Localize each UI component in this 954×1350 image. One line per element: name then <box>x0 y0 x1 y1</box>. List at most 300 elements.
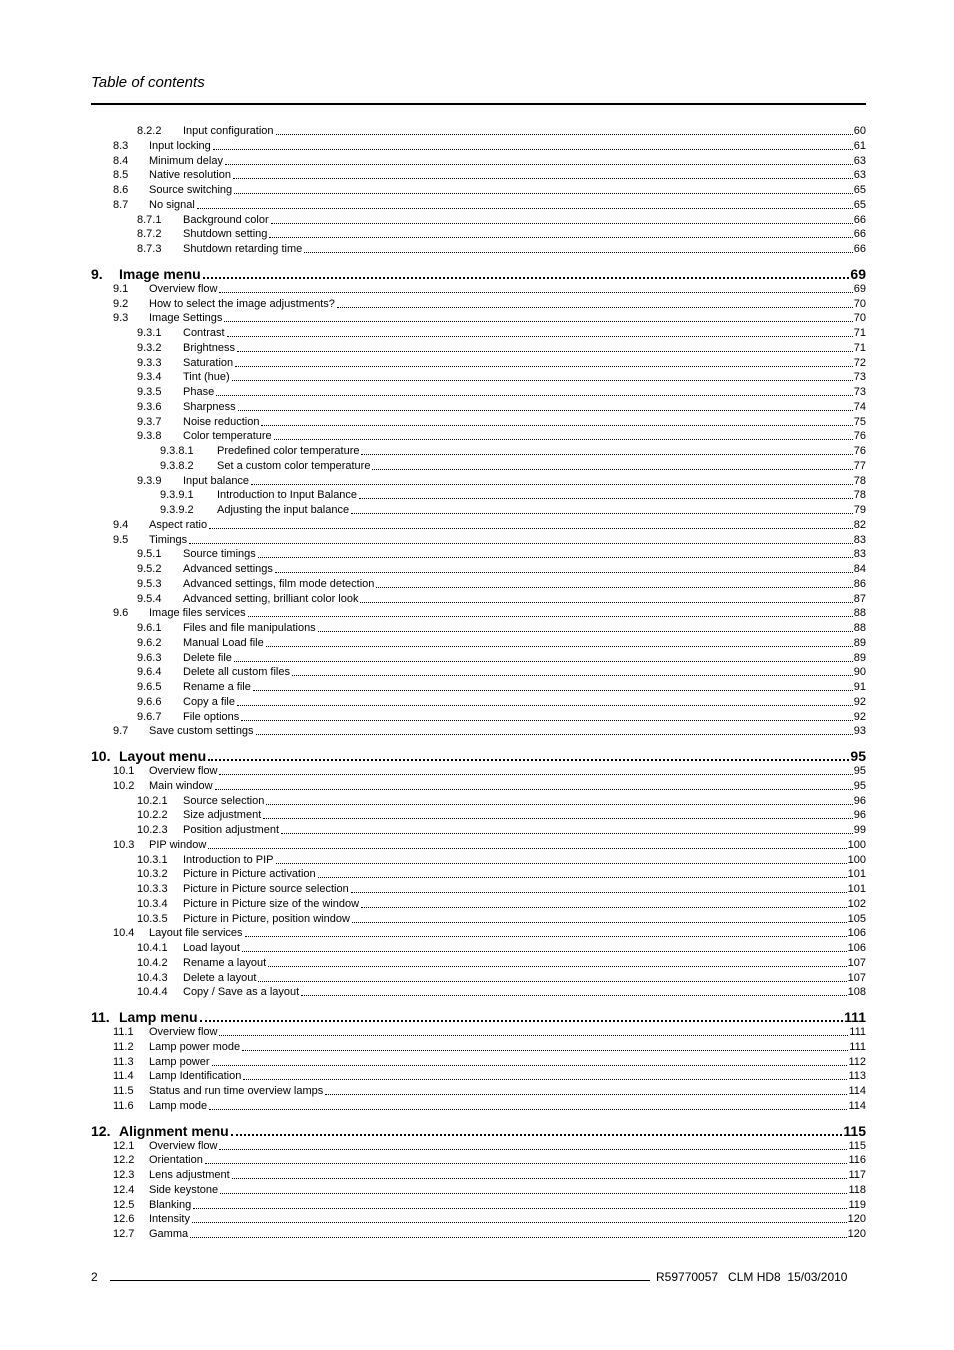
toc-entry-title: Background color <box>183 213 269 226</box>
toc-entry-title: Image files services <box>149 607 246 620</box>
toc-entry-number: 10.2 <box>113 779 135 792</box>
toc-entry[interactable] <box>137 577 866 591</box>
toc-entry-page: 106 <box>847 942 866 954</box>
toc-entry-number: 9.3.8.1 <box>160 445 194 457</box>
toc-entry-number: 10.1 <box>113 765 135 777</box>
toc-entry[interactable] <box>137 651 866 665</box>
dot-leader <box>209 527 853 529</box>
toc-entry-page: 73 <box>853 386 866 398</box>
toc-entry[interactable] <box>137 621 866 635</box>
toc-entry-page: 90 <box>853 666 866 679</box>
toc-entry[interactable] <box>160 488 866 502</box>
toc-entry[interactable] <box>113 183 866 197</box>
toc-entry-number: 10.3.3 <box>137 883 168 895</box>
toc-entry-number: 9.7 <box>113 725 129 738</box>
toc-entry-title: Alignment menu <box>119 1122 229 1139</box>
toc-entry-number: 9.5.1 <box>137 548 162 561</box>
toc-entry[interactable] <box>137 695 866 709</box>
toc-entry[interactable] <box>137 242 866 256</box>
dot-leader <box>200 1019 844 1022</box>
toc-entry-title: Source selection <box>183 794 265 807</box>
toc-entry-number: 9.3.9.2 <box>160 504 194 516</box>
toc-entry-title: Source switching <box>149 184 233 196</box>
dot-leader <box>361 906 847 908</box>
toc-entry-number: 11.2 <box>113 1040 134 1053</box>
toc-entry[interactable] <box>113 139 866 153</box>
toc-entry[interactable] <box>137 415 866 429</box>
toc-entry-number: 10.3.4 <box>137 897 168 910</box>
toc-entry-page: 88 <box>853 607 866 620</box>
toc-entry-title: Overview flow <box>149 765 218 777</box>
toc-entry-title: Predefined color temperature <box>217 445 360 457</box>
toc-entry-title: Brightness <box>183 341 235 354</box>
toc-entry-page: 66 <box>853 213 866 226</box>
toc-entry-title: Overview flow <box>149 1139 218 1152</box>
toc-chapter-entry[interactable] <box>91 1008 866 1025</box>
toc-chapter-entry[interactable] <box>91 265 866 282</box>
toc-entry-page: 113 <box>848 1070 866 1083</box>
toc-entry-page: 60 <box>853 125 866 137</box>
toc-entry-title: Saturation <box>183 356 234 369</box>
toc-entry-page: 96 <box>853 809 866 822</box>
toc-entry[interactable] <box>113 838 866 852</box>
toc-entry-number: 9.3.6 <box>137 400 162 413</box>
toc-entry-page: 73 <box>853 371 866 384</box>
toc-entry-page: 61 <box>853 139 866 152</box>
toc-entry-number: 10.4.3 <box>137 971 168 984</box>
toc-entry-number: 8.3 <box>113 139 129 152</box>
header-divider <box>91 103 866 105</box>
toc-entry-number: 11.4 <box>113 1070 134 1083</box>
toc-entry[interactable] <box>113 282 866 296</box>
dot-leader <box>190 1236 847 1238</box>
toc-entry-page: 108 <box>847 986 866 999</box>
toc-entry[interactable] <box>137 680 866 694</box>
dot-leader <box>193 1207 847 1209</box>
dot-leader <box>235 365 853 367</box>
toc-entry-number: 10.4.1 <box>137 942 168 954</box>
toc-entry-page: 95 <box>853 779 866 792</box>
dot-leader <box>251 483 853 485</box>
toc-chapter-entry[interactable] <box>91 747 866 764</box>
toc-entry-page: 115 <box>843 1122 866 1139</box>
dot-leader <box>243 1078 847 1080</box>
toc-entry-number: 8.6 <box>113 184 129 196</box>
dot-leader <box>232 379 853 381</box>
toc-entry-number: 9.5.4 <box>137 592 162 605</box>
toc-entry-page: 76 <box>853 445 866 457</box>
dot-leader <box>203 276 850 279</box>
toc-entry-page: 106 <box>847 927 866 940</box>
toc-entry-page: 89 <box>853 636 866 649</box>
toc-entry-number: 9.6 <box>113 607 129 620</box>
toc-entry-title: Status and run time overview lamps <box>149 1085 324 1097</box>
dot-leader <box>224 320 852 322</box>
toc-entry-page: 77 <box>853 459 866 472</box>
dot-leader <box>192 1221 847 1223</box>
toc-entry-page: 101 <box>847 883 866 895</box>
toc-entry-number: 12.7 <box>113 1228 135 1240</box>
toc-entry-number: 9.5.2 <box>137 563 162 575</box>
toc-entry[interactable] <box>137 897 866 911</box>
toc-entry-number: 8.7.3 <box>137 243 162 255</box>
toc-entry-title: Manual Load file <box>183 636 264 649</box>
dot-leader <box>209 1108 847 1110</box>
footer-divider <box>110 1280 650 1281</box>
toc-entry-title: Lamp Identification <box>149 1070 242 1083</box>
toc-entry[interactable] <box>137 956 866 970</box>
toc-entry-number: 9.5.3 <box>137 577 162 590</box>
toc-entry-title: Shutdown setting <box>183 228 268 241</box>
toc-entry-page: 92 <box>853 695 866 708</box>
toc-entry[interactable] <box>160 459 866 473</box>
toc-entry-page: 95 <box>850 748 866 764</box>
toc-entry-title: Position adjustment <box>183 824 279 836</box>
toc-entry[interactable] <box>113 168 866 182</box>
dot-leader <box>219 1034 848 1036</box>
toc-entry[interactable] <box>137 794 866 808</box>
toc-entry-number: 12.6 <box>113 1213 135 1226</box>
toc-entry[interactable] <box>137 853 866 867</box>
toc-entry[interactable] <box>137 385 866 399</box>
toc-entry-title: Overview flow <box>149 282 218 295</box>
dot-leader <box>318 630 853 632</box>
toc-entry-number: 9.3 <box>113 312 129 325</box>
toc-entry[interactable] <box>113 311 866 325</box>
toc-entry-title: Picture in Picture source selection <box>183 883 349 895</box>
dot-leader <box>372 468 852 470</box>
toc-entry-title: Timings <box>149 533 188 546</box>
toc-entry-page: 82 <box>853 518 866 531</box>
dot-leader <box>242 1049 848 1051</box>
dot-leader <box>359 497 853 499</box>
toc-entry-number: 9.6.5 <box>137 681 162 693</box>
dot-leader <box>256 733 853 735</box>
toc-entry-page: 79 <box>853 504 866 516</box>
toc-entry-title: Set a custom color temperature <box>217 459 371 472</box>
dot-leader <box>219 1148 847 1150</box>
toc-entry-title: Adjusting the input balance <box>217 504 350 516</box>
toc-entry-page: 63 <box>853 169 866 182</box>
toc-entry-number: 10.2.2 <box>137 809 168 822</box>
toc-entry-title: Input configuration <box>183 125 274 137</box>
dot-leader <box>241 719 852 721</box>
toc-entry-title: Lamp mode <box>149 1099 208 1112</box>
toc-entry-page: 63 <box>853 154 866 167</box>
toc-entry-title: Lens adjustment <box>149 1169 230 1181</box>
toc-entry-title: Files and file manipulations <box>183 622 316 634</box>
toc-entry[interactable] <box>113 1099 866 1113</box>
toc-entry-page: 66 <box>853 228 866 241</box>
toc-entry-page: 75 <box>853 415 866 428</box>
toc-entry[interactable] <box>137 636 866 650</box>
toc-entry-title: Gamma <box>149 1228 189 1240</box>
toc-entry-page: 70 <box>853 297 866 310</box>
toc-entry[interactable] <box>137 474 866 488</box>
toc-entry-title: Source timings <box>183 548 256 561</box>
toc-entry-title: Advanced settings, film mode detection <box>183 577 375 590</box>
dot-leader <box>301 994 846 996</box>
dot-leader <box>261 424 852 426</box>
toc-entry-title: Native resolution <box>149 169 231 182</box>
dot-leader <box>220 1192 847 1194</box>
toc-entry[interactable] <box>113 764 866 778</box>
toc-entry[interactable] <box>137 592 866 606</box>
toc-entry[interactable] <box>137 356 866 370</box>
toc-entry[interactable] <box>113 1084 866 1098</box>
toc-entry[interactable] <box>113 1069 866 1083</box>
toc-entry[interactable] <box>137 882 866 896</box>
dot-leader <box>232 1177 848 1179</box>
toc-entry[interactable] <box>113 1055 866 1069</box>
toc-entry-page: 92 <box>853 710 866 723</box>
toc-entry-title: Layout file services <box>149 927 243 940</box>
toc-entry-title: No signal <box>149 198 195 211</box>
toc-entry[interactable] <box>137 400 866 414</box>
dot-leader <box>258 556 853 558</box>
toc-entry[interactable] <box>113 606 866 620</box>
dot-leader <box>352 921 847 923</box>
toc-entry-number: 9.3.8.2 <box>160 459 194 472</box>
toc-entry[interactable] <box>137 429 866 443</box>
toc-entry-number: 10. <box>91 748 111 764</box>
toc-entry-number: 9.4 <box>113 518 129 531</box>
dot-leader <box>205 1162 848 1164</box>
dot-leader <box>271 222 853 224</box>
toc-entry-page: 115 <box>848 1139 866 1152</box>
toc-entry-page: 111 <box>844 1009 866 1025</box>
toc-entry[interactable] <box>113 533 866 547</box>
toc-entry[interactable] <box>137 665 866 679</box>
toc-entry-title: Lamp menu <box>119 1009 198 1025</box>
toc-entry-page: 107 <box>847 971 866 984</box>
toc-entry-number: 9.6.4 <box>137 666 162 679</box>
toc-entry-number: 9.3.7 <box>137 415 162 428</box>
toc-entry[interactable] <box>137 867 866 881</box>
toc-entry[interactable] <box>137 941 866 955</box>
dot-leader <box>237 350 853 352</box>
page-number: 2 <box>91 1270 98 1284</box>
toc-entry[interactable] <box>137 341 866 355</box>
toc-entry-number: 11.1 <box>113 1026 134 1038</box>
toc-entry[interactable] <box>113 154 866 168</box>
dot-leader <box>292 674 853 676</box>
toc-entry-title: Main window <box>149 779 213 792</box>
toc-entry-page: 65 <box>853 184 866 196</box>
toc-entry[interactable] <box>113 1212 866 1226</box>
dot-leader <box>231 1133 843 1136</box>
toc-chapter-entry[interactable] <box>91 1122 866 1139</box>
toc-entry-number: 8.5 <box>113 169 129 182</box>
toc-entry[interactable] <box>137 547 866 561</box>
toc-entry[interactable] <box>113 1025 866 1039</box>
toc-entry[interactable] <box>113 1040 866 1054</box>
dot-leader <box>263 817 852 819</box>
dot-leader <box>361 453 852 455</box>
dot-leader <box>208 847 846 849</box>
toc-entry-page: 116 <box>848 1154 866 1167</box>
toc-entry-title: Shutdown retarding time <box>183 243 303 255</box>
toc-entry-title: Picture in Picture activation <box>183 868 316 881</box>
toc-entry[interactable] <box>113 518 866 532</box>
toc-entry[interactable] <box>160 444 866 458</box>
dot-leader <box>213 148 853 150</box>
toc-entry-page: 72 <box>853 356 866 369</box>
dot-leader <box>275 571 853 573</box>
dot-leader <box>376 586 852 588</box>
toc-entry-title: Orientation <box>149 1154 203 1167</box>
toc-entry-page: 100 <box>847 838 866 851</box>
toc-entry-page: 87 <box>853 592 866 605</box>
dot-leader <box>276 133 853 135</box>
toc-entry-number: 8.4 <box>113 154 129 167</box>
toc-entry-page: 114 <box>848 1085 866 1097</box>
toc-entry-number: 9.6.7 <box>137 710 162 723</box>
toc-entry-page: 69 <box>853 282 866 295</box>
toc-entry-title: Lamp power <box>149 1055 210 1068</box>
toc-entry-number: 9.3.2 <box>137 341 162 354</box>
toc-entry-page: 89 <box>853 651 866 664</box>
dot-leader <box>274 438 853 440</box>
toc-entry-page: 84 <box>853 563 866 575</box>
toc-entry-page: 118 <box>848 1183 866 1196</box>
dot-leader <box>351 512 853 514</box>
toc-entry[interactable] <box>137 562 866 576</box>
dot-leader <box>212 1064 848 1066</box>
toc-entry[interactable] <box>113 1139 866 1153</box>
dot-leader <box>234 192 853 194</box>
toc-entry[interactable] <box>113 724 866 738</box>
toc-entry-page: 101 <box>847 868 866 881</box>
toc-entry-title: Picture in Picture size of the window <box>183 897 360 910</box>
toc-entry-page: 102 <box>847 897 866 910</box>
toc-entry-number: 9.3.3 <box>137 356 162 369</box>
toc-entry-title: Advanced settings <box>183 563 273 575</box>
dot-leader <box>253 689 853 691</box>
toc-entry[interactable] <box>137 985 866 999</box>
dot-leader <box>318 876 847 878</box>
toc-entry-title: How to select the image adjustments? <box>149 297 335 310</box>
toc-entry-title: Contrast <box>183 327 225 339</box>
toc-entry[interactable] <box>137 326 866 340</box>
toc-entry[interactable] <box>160 503 866 517</box>
toc-entry[interactable] <box>113 1198 866 1212</box>
toc-entry[interactable] <box>137 912 866 926</box>
toc-entry-number: 9.6.3 <box>137 651 162 664</box>
toc-entry-title: Aspect ratio <box>149 518 208 531</box>
toc-entry[interactable] <box>113 297 866 311</box>
toc-entry-page: 99 <box>853 824 866 836</box>
toc-entry-page: 91 <box>853 681 866 693</box>
toc-entry[interactable] <box>113 1153 866 1167</box>
toc-entry-page: 93 <box>853 725 866 738</box>
toc-entry-title: Blanking <box>149 1198 192 1211</box>
toc-entry-title: Layout menu <box>119 748 207 764</box>
toc-entry-page: 119 <box>848 1198 866 1211</box>
dot-leader <box>245 935 847 937</box>
dot-leader <box>234 660 853 662</box>
toc-entry[interactable] <box>113 198 866 212</box>
toc-entry-number: 9.1 <box>113 282 129 295</box>
toc-entry[interactable] <box>113 1168 866 1182</box>
toc-entry-title: Save custom settings <box>149 725 254 738</box>
dot-leader <box>189 542 853 544</box>
toc-entry-number: 10.4.4 <box>137 986 168 999</box>
toc-entry-title: Advanced setting, brilliant color look <box>183 592 359 605</box>
toc-entry-number: 10.2.3 <box>137 824 168 836</box>
toc-entry[interactable] <box>137 823 866 837</box>
toc-entry-number: 10.4 <box>113 927 135 940</box>
page-header-title: Table of contents <box>91 74 205 91</box>
toc-entry[interactable] <box>113 779 866 793</box>
dot-leader <box>266 803 852 805</box>
dot-leader <box>242 950 847 952</box>
toc-entry-number: 9.2 <box>113 297 129 310</box>
toc-entry[interactable] <box>137 710 866 724</box>
dot-leader <box>248 615 853 617</box>
toc-entry[interactable] <box>113 1227 866 1241</box>
toc-entry-page: 111 <box>849 1026 866 1038</box>
dot-leader <box>281 832 853 834</box>
toc-entry-number: 9.3.8 <box>137 430 162 443</box>
toc-entry[interactable] <box>137 370 866 384</box>
toc-entry-page: 120 <box>847 1228 866 1240</box>
toc-entry-number: 9.6.1 <box>137 622 162 634</box>
dot-leader <box>238 409 853 411</box>
toc-entry-title: Side keystone <box>149 1183 219 1196</box>
dot-leader <box>216 394 853 396</box>
toc-entry-title: Color temperature <box>183 430 272 443</box>
toc-entry-number: 12.5 <box>113 1198 135 1211</box>
toc-entry-title: Input balance <box>183 474 250 487</box>
toc-entry-page: 100 <box>847 853 866 866</box>
toc-entry-title: Copy / Save as a layout <box>183 986 300 999</box>
toc-entry-title: Minimum delay <box>149 154 223 167</box>
toc-entry[interactable] <box>113 1183 866 1197</box>
toc-entry-page: 76 <box>853 430 866 443</box>
toc-entry-page: 71 <box>853 341 866 354</box>
toc-entry-title: Introduction to Input Balance <box>217 489 358 502</box>
toc-entry[interactable] <box>113 926 866 940</box>
toc-entry-title: Input locking <box>149 139 211 152</box>
toc-entry-page: 117 <box>848 1169 866 1181</box>
toc-entry[interactable] <box>137 808 866 822</box>
toc-entry-page: 78 <box>853 489 866 502</box>
toc-entry-title: PIP window <box>149 838 207 851</box>
toc-entry-number: 9.5 <box>113 533 129 546</box>
toc-entry[interactable] <box>137 227 866 241</box>
dot-leader <box>269 236 852 238</box>
toc-entry[interactable] <box>137 124 866 138</box>
toc-entry-title: Intensity <box>149 1213 190 1226</box>
toc-entry-title: Sharpness <box>183 400 236 413</box>
toc-entry-number: 9.3.1 <box>137 327 162 339</box>
toc-entry-number: 10.3.5 <box>137 912 168 925</box>
dot-leader <box>325 1093 847 1095</box>
toc-entry-page: 120 <box>847 1213 866 1226</box>
toc-entry-page: 107 <box>847 956 866 969</box>
toc-entry-page: 70 <box>853 312 866 325</box>
toc-entry-title: File options <box>183 710 240 723</box>
toc-entry-title: Image Settings <box>149 312 223 325</box>
dot-leader <box>208 758 849 761</box>
dot-leader <box>233 177 853 179</box>
dot-leader <box>360 601 852 603</box>
toc-entry-title: Load layout <box>183 942 240 954</box>
toc-entry[interactable] <box>137 971 866 985</box>
toc-entry-title: Tint (hue) <box>183 371 230 384</box>
toc-entry[interactable] <box>137 213 866 227</box>
